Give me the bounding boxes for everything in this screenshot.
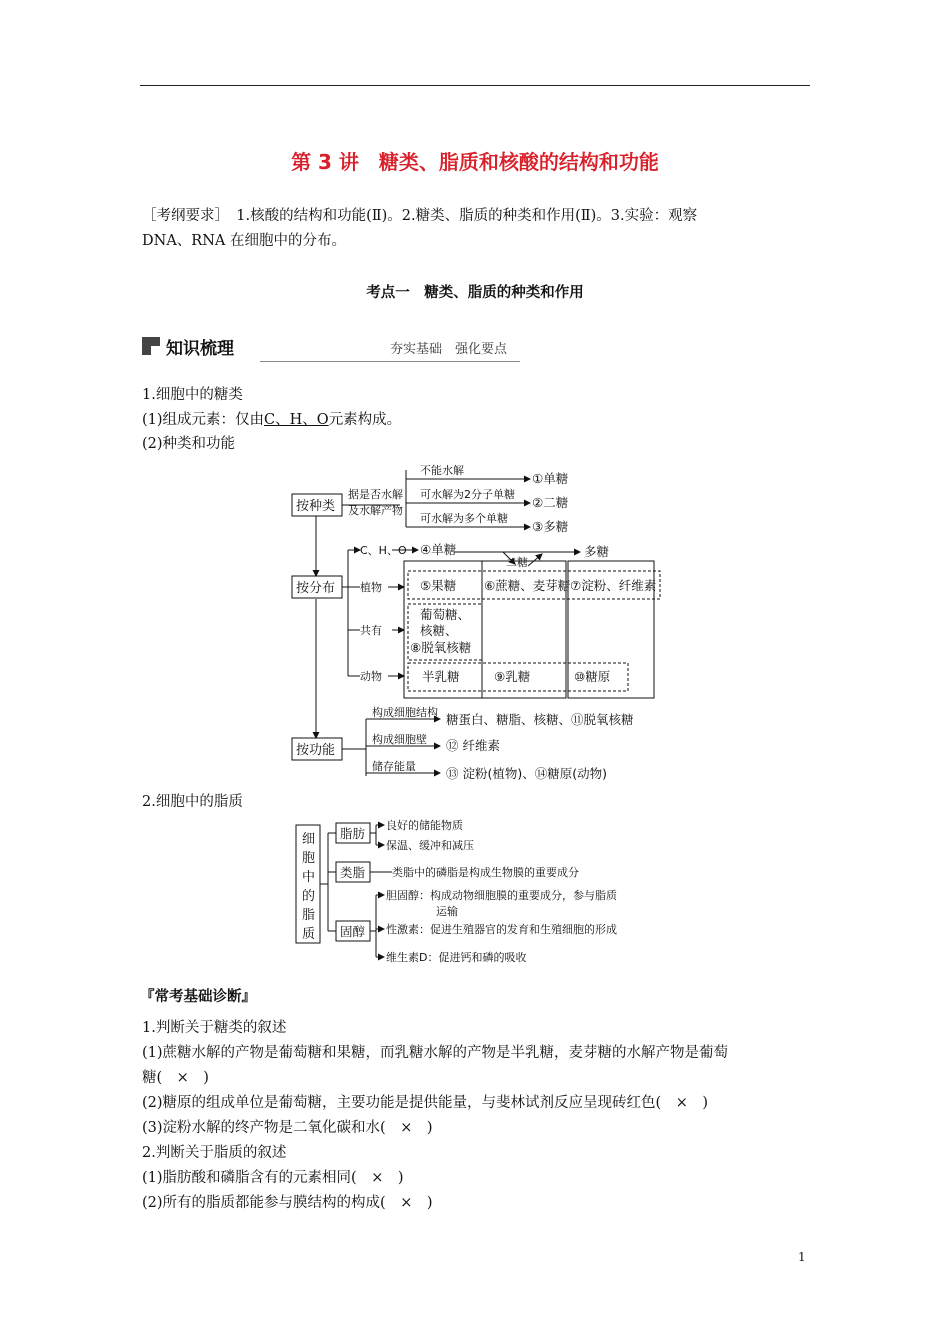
cho-label: C、H、O <box>360 544 407 557</box>
lipid-v6: 质 <box>302 927 316 942</box>
func3-label: 储存能量 <box>372 760 416 773</box>
answer-10: ⑩糖原 <box>574 669 611 684</box>
answer-9: ⑨乳糖 <box>494 669 531 684</box>
section-subtitle: 夯实基础 强化要点 <box>390 342 508 357</box>
er-label: 二糖 <box>506 556 528 569</box>
func2-label: 构成细胞壁 <box>372 733 427 746</box>
q2: 2.判断关于脂质的叙述 <box>142 1145 287 1161</box>
func1-label: 构成细胞结构 <box>372 706 438 719</box>
func1-value: 糖蛋白、糖脂、核糖、⑪脱氧核糖 <box>446 712 634 727</box>
requirements-line2: DNA、RNA 在细胞中的分布。 <box>142 233 346 249</box>
kaodian-heading: 考点一 糖类、脂质的种类和作用 <box>366 285 584 301</box>
lipid-v1: 细 <box>302 832 316 847</box>
no-hydro-label: 不能水解 <box>420 464 464 477</box>
fat-func1: 良好的储能物质 <box>386 819 463 832</box>
sterol-3: 维生素D：促进钙和磷的吸收 <box>386 951 527 964</box>
half-label: 半乳糖 <box>422 669 460 684</box>
sugar-heading: 1.细胞中的糖类 <box>142 387 243 403</box>
lipid-v2: 胞 <box>302 851 316 866</box>
lipid-v5: 脂 <box>302 908 316 923</box>
answer-3: ③多糖 <box>532 519 569 534</box>
answer-5: ⑤果糖 <box>420 578 457 593</box>
answer-7: ⑦淀粉、纤维素 <box>570 578 657 593</box>
q1: 1.判断关于糖类的叙述 <box>142 1020 287 1036</box>
answer-1: ①单糖 <box>532 471 569 486</box>
sterol-label: 固醇 <box>340 924 366 939</box>
two-mono-label: 可水解为2分子单糖 <box>420 488 515 501</box>
duo-label: 多糖 <box>584 544 610 559</box>
top-rule <box>140 85 810 86</box>
hydro-q1: 据是否水解 <box>348 488 403 501</box>
lipoid-func: 类脂中的磷脂是构成生物膜的重要成分 <box>392 866 579 879</box>
animal-label: 动物 <box>360 670 382 683</box>
func2-value: ⑫ 纤维素 <box>446 738 500 753</box>
lipid-v4: 的 <box>302 889 316 904</box>
section-header <box>142 334 522 366</box>
common-2: 核糖、 <box>420 623 458 638</box>
q1b: (2)糖原的组成单位是葡萄糖，主要功能是提供能量，与斐林试剂反应呈现砖红色( × ) <box>142 1095 708 1111</box>
lipoid-label: 类脂 <box>340 865 366 880</box>
sugar-p2: (2)种类和功能 <box>142 436 236 452</box>
sugar-classification-diagram <box>280 458 680 788</box>
requirements-line1: ［考纲要求］ 1.核酸的结构和功能(Ⅱ)。2.糖类、脂质的种类和作用(Ⅱ)。3.实验：观察 <box>142 208 698 224</box>
q2b: (2)所有的脂质都能参与膜结构的构成( × ) <box>142 1195 433 1211</box>
lipid-heading: 2.细胞中的脂质 <box>142 794 243 810</box>
by-func-label: 按功能 <box>296 743 336 758</box>
page-number: 1 <box>798 1250 806 1264</box>
q1a2: 糖( × ) <box>142 1070 209 1086</box>
sterol-1: 胆固醇：构成动物细胞膜的重要成分，参与脂质 <box>386 889 617 902</box>
hydro-q2: 及水解产物 <box>348 504 403 517</box>
plant-label: 植物 <box>360 581 382 594</box>
multi-mono-label: 可水解为多个单糖 <box>420 512 508 525</box>
lipid-v3: 中 <box>302 870 316 885</box>
func3-value: ⑬ 淀粉(植物)、⑭糖原(动物) <box>446 766 607 781</box>
diagnosis-title: 『常考基础诊断』 <box>140 989 256 1005</box>
answer-8: ⑧脱氧核糖 <box>410 640 472 655</box>
q1a: (1)蔗糖水解的产物是葡萄糖和果糖，而乳糖水解的产物是半乳糖，麦芽糖的水解产物是葡萄 <box>142 1045 729 1061</box>
q2a: (1)脂肪酸和磷脂含有的元素相同( × ) <box>142 1170 404 1186</box>
fat-label: 脂肪 <box>340 826 366 841</box>
common-label: 共有 <box>360 624 382 637</box>
answer-2: ②二糖 <box>532 495 569 510</box>
fat-func2: 保温、缓冲和减压 <box>386 839 474 852</box>
answer-4: ④单糖 <box>420 542 457 557</box>
lipid-classification-diagram <box>292 815 672 975</box>
by-kind-label: 按种类 <box>296 499 336 514</box>
q1c: (3)淀粉水解的终产物是二氧化碳和水( × ) <box>142 1120 433 1136</box>
sugar-p1: (1)组成元素：仅由C、H、O元素构成。 <box>142 412 402 428</box>
section-title: 知识梳理 <box>166 339 234 359</box>
by-dist-label: 按分布 <box>296 581 336 596</box>
sterol-1b: 运输 <box>436 905 458 918</box>
sterol-2: 性激素：促进生殖器官的发育和生殖细胞的形成 <box>386 923 617 936</box>
answer-6: ⑥蔗糖、麦芽糖 <box>484 578 571 593</box>
page-title: 第 3 讲 糖类、脂质和核酸的结构和功能 <box>291 150 659 174</box>
common-1: 葡萄糖、 <box>420 607 471 622</box>
